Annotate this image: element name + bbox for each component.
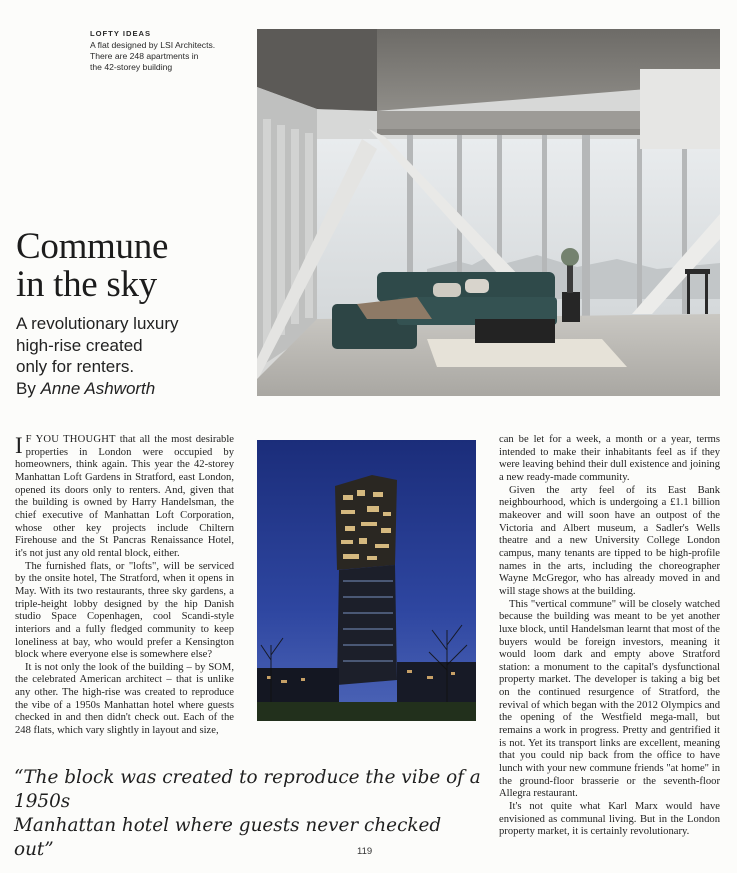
lead-in: F YOU THOUGHT: [25, 434, 116, 445]
paragraph-text: that all the most desirable properties in London were occupied by homeowners, think again. This year the 42-storey Manhattan Loft Gardens in Stratford, east London, opened its doors only to renters. And, given that the building is owned by Harry Handelsman, the chief executive of Manhattan Loft Corporation, whose other key projects include Chiltern Firehouse and the St Pancras Renaissance Hotel, it's not just any old rental block, either.: [15, 434, 234, 559]
body-paragraph: can be let for a week, a month or a year, terms intended to make their inhabitants feel as if they were leaving behind their dull existence and joining a new ready-made community.: [499, 434, 720, 483]
caption-line: the 42-storey building: [90, 62, 173, 72]
standfirst: [16, 313, 246, 399]
body-paragraph: This "vertical commune" will be closely watched because the building was meant to be yet another luxe block, until Handelsman learnt that most of the buyers would be foreign investors, meaning it would loom dark and empty above Stratford station: a monument to the capital's dysfunctional property market. The developer is taking a big bet on the continued resurgence of Stratford, the revival of which began with the 2012 Olympics and the opening of the Westfield mega-mall, but remains a work in progress. Pretty and gentrified it is not. Yet its transport links are excellent, meaning that you could nip back from the office to have lunch with your new commune friends "at home" in the ground-floor brasserie or the seventh-floor Allegra restaurant.: [499, 598, 720, 800]
headline-line: Commune: [16, 226, 169, 267]
caption-line: There are 248 apartments in: [90, 51, 199, 61]
caption-line: A flat designed by LSI Architects.: [90, 40, 216, 50]
pull-quote-line: Manhattan hotel where guests never checked out”: [14, 815, 442, 860]
photo-caption: [90, 28, 250, 73]
tower-photo: [257, 440, 476, 721]
body-paragraph: [15, 434, 234, 561]
standfirst-line: only for renters.: [16, 357, 135, 376]
body-paragraph: It is not only the look of the building – by SOM, the celebrated American architect – that is unlike any other. The high-rise was created to reproduce the vibe of a 1950s Manhattan hotel where guests checked in and then didn't check out. Each of the 248 flats, which vary slightly in layout and size,: [15, 661, 234, 737]
body-paragraph: Given the arty feel of its East Bank neighbourhood, which is undergoing a £1.1 billion makeover and will soon have an outpost of the Victoria and Albert museum, a Sadler's Wells theatre and a new University College London campus, many tenants are tipped to be high-profile names in the arts, including the choreographer Wayne McGregor, who has already moved in and will stage shows at the building.: [499, 484, 720, 597]
article-headline: [16, 228, 168, 304]
pull-quote: [14, 766, 484, 862]
drop-cap: I: [15, 433, 23, 458]
author-name: Anne Ashworth: [40, 378, 156, 398]
interior-photo: [257, 29, 720, 396]
standfirst-line: A revolutionary luxury: [16, 314, 179, 333]
body-paragraph: It's not quite what Karl Marx would have envisioned as communal living. But in the London property market, it is certainly revolutionary.: [499, 801, 720, 838]
standfirst-line: high-rise created: [16, 335, 143, 355]
body-column-1: [15, 434, 234, 738]
caption-kicker: LOFTY IDEAS: [90, 29, 152, 38]
body-paragraph: The furnished flats, or "lofts", will be serviced by the onsite hotel, The Stratford, when it opens in May. With its two restaurants, three sky gardens, a triple-height lobby designed by the hip Danish studio Space Copenhagen, cool Scandi-style interiors and a fully fledged community to keep loneliness at bay, who would prefer a Kensington block where everyone else is somewhere else?: [15, 560, 234, 661]
pull-quote-line: “The block was created to reproduce the vibe of a 1950s: [14, 767, 481, 812]
byline-prefix: By: [16, 378, 36, 398]
page-number: 119: [357, 846, 373, 857]
headline-line: in the sky: [16, 264, 157, 305]
byline: [16, 378, 246, 400]
body-column-3: [499, 434, 720, 839]
